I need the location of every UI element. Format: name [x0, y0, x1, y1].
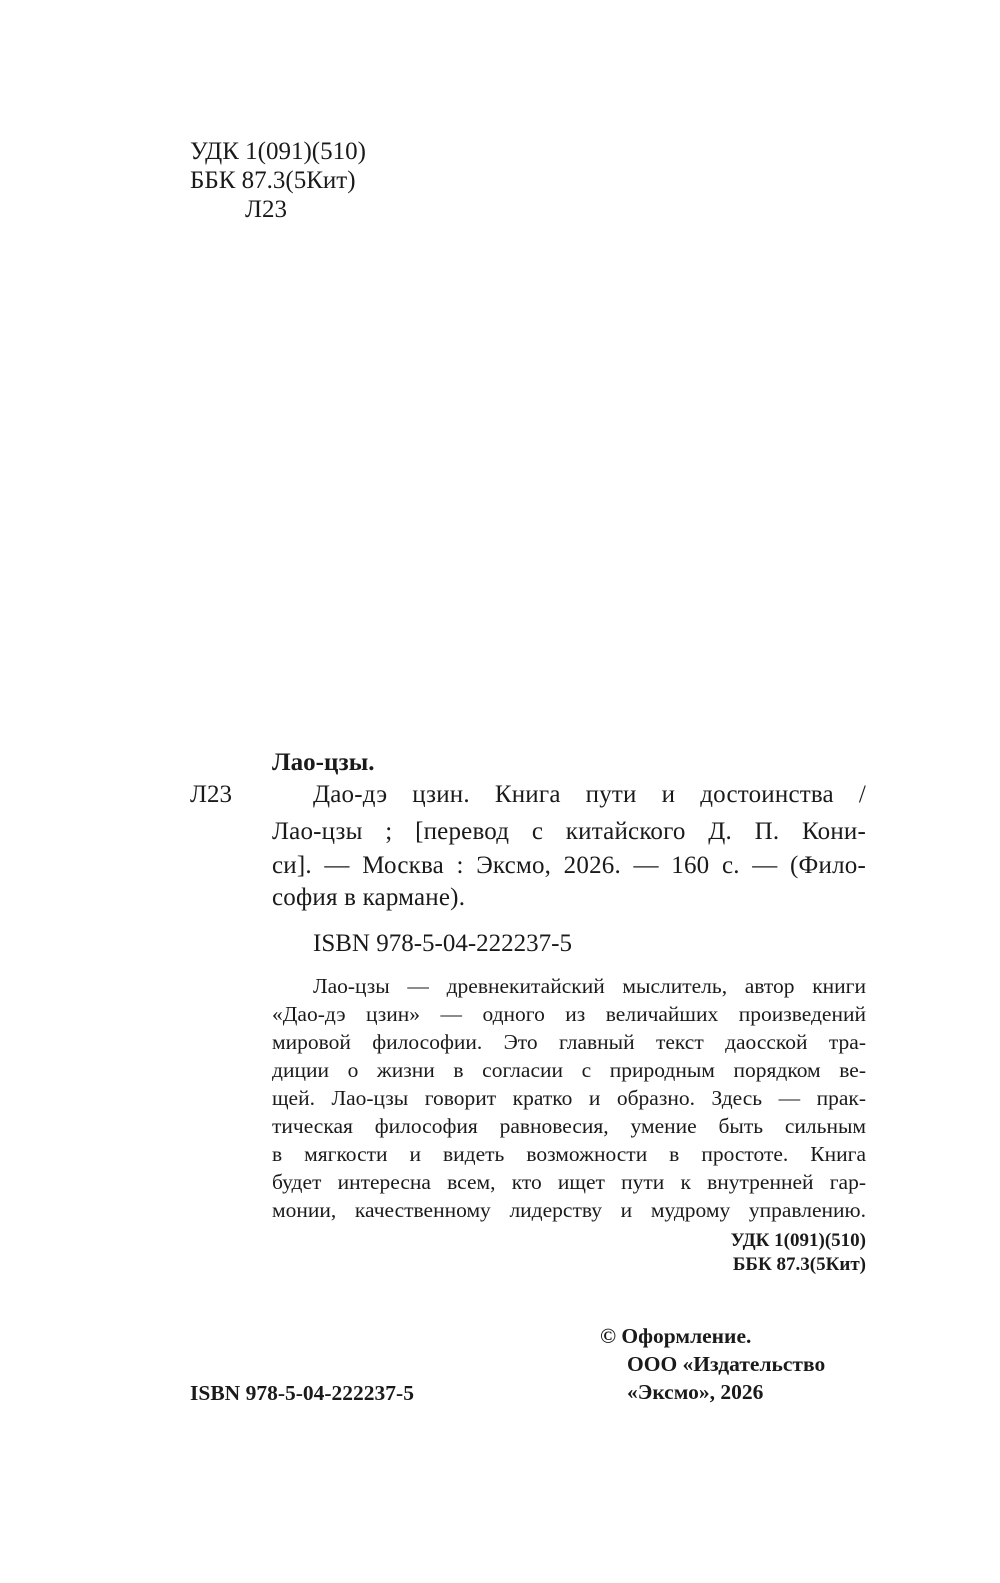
record-isbn: ISBN 978-5-04-222237-5: [313, 930, 573, 957]
copyright-line: ООО «Издательство: [627, 1352, 826, 1376]
copyright-line: © Оформление.: [600, 1324, 752, 1348]
copyright-line: «Эксмо», 2026: [627, 1380, 764, 1404]
annotation-line: щей. Лао-цзы говорит кратко и образно. Здесь — прак-: [272, 1086, 866, 1110]
record-line: софия в кармане).: [272, 884, 466, 911]
top-bbk: ББК 87.3(5Кит): [190, 167, 356, 194]
annotation-line: Лао-цзы — древнекитайский мыслитель, автор книги: [313, 974, 866, 998]
annotation-line: «Дао-дэ цзин» — одного из величайших произведений: [272, 1002, 866, 1026]
annotation-line: мировой философии. Это главный текст даосской тра-: [272, 1030, 866, 1054]
annotation-line: в мягкости и видеть возможности в простоте. Книга: [272, 1142, 866, 1166]
record-line: Дао-дэ цзин. Книга пути и достоинства /: [313, 781, 866, 808]
annotation-line: монии, качественному лидерству и мудрому управлению.: [272, 1198, 866, 1222]
side-author-mark: Л23: [190, 781, 232, 808]
top-author-mark: Л23: [245, 196, 287, 223]
index-udc: УДК 1(091)(510): [730, 1230, 866, 1251]
top-udc: УДК 1(091)(510): [190, 138, 366, 165]
index-bbk: ББК 87.3(5Кит): [732, 1254, 866, 1275]
annotation-line: будет интересна всем, кто ищет пути к внутренней гар-: [272, 1170, 866, 1194]
footer-isbn: ISBN 978-5-04-222237-5: [190, 1381, 414, 1405]
annotation-line: тическая философия равновесия, умение быть сильным: [272, 1114, 866, 1138]
record-line: Лао-цзы ; [перевод с китайского Д. П. Кони-: [272, 818, 866, 845]
record-line: си]. — Москва : Эксмо, 2026. — 160 с. — (Фило-: [272, 852, 866, 879]
author-heading: Лао-цзы.: [272, 749, 375, 776]
annotation-line: диции о жизни в согласии с природным порядком ве-: [272, 1058, 866, 1082]
